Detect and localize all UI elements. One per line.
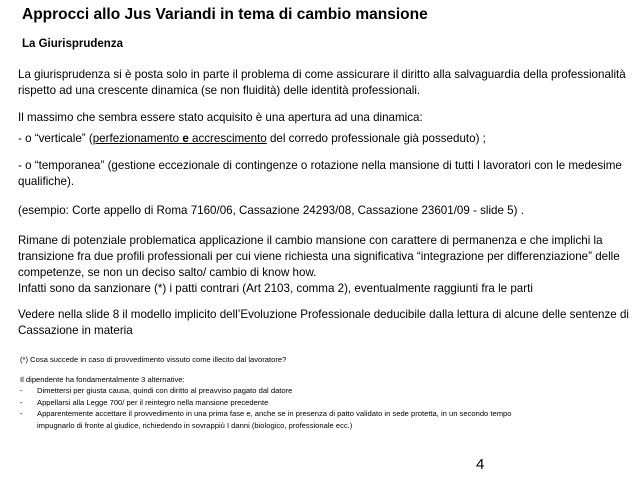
- p3-prefix: - o “verticale” (: [18, 132, 93, 145]
- footnote-bullet: -: [20, 409, 23, 419]
- paragraph-4: [18, 158, 630, 190]
- slide-subtitle: La Giurisprudenza: [22, 38, 123, 50]
- footnote-item: [20, 397, 632, 409]
- paragraph-8-text: Vedere nella slide 8 il modello implicito dell’Evoluzione Professionale deducibile dalla lettura di alcune delle sentenze di Cassazione in materia: [18, 308, 629, 337]
- paragraph-5: [18, 203, 630, 219]
- footnote-intro: Il dipendente ha fondamentalmente 3 alternative:: [20, 374, 185, 384]
- slide-title: Approcci allo Jus Variandi in tema di cambio mansione: [22, 6, 428, 23]
- paragraph-1-text: La giurisprudenza si è posta solo in parte il problema di come assicurare il diritto alla salvaguardia della professionalità rispetto ad una crescente dinamica (se non fluidità) delle identità professionali.: [18, 68, 626, 97]
- footnote-continuation: impugnarlo di fronte al giudice, richiedendo in sovrappiù I danni (biologico, professionale ecc.): [37, 420, 353, 430]
- page-number: 4: [476, 456, 485, 473]
- paragraph-7-text: Infatti sono da sanzionare (*) i patti contrari (Art 2103, comma 2), eventualmente raggiunti fra le parti: [18, 282, 533, 295]
- examples-text: (esempio: Corte appello di Roma 7160/06, Cassazione 24293/08, Cassazione 23601/09 - slide 5) .: [18, 204, 524, 217]
- paragraph-3: [18, 131, 630, 147]
- temporary-dynamic-item: - o “temporanea” (gestione eccezionale di contingenze o rotazione nella mansione di tutti I lavoratori con le medesime qualifiche).: [18, 159, 622, 188]
- paragraph-2: [18, 110, 630, 126]
- footnote-bullet: -: [20, 386, 23, 396]
- footnote-bullet: -: [20, 397, 23, 407]
- footnote-spacer: [20, 366, 632, 374]
- footnote-question: (*) Cosa succede in caso di provvedimento vissuto come illecito dal lavoratore?: [20, 355, 287, 364]
- vertical-dynamic-item: [18, 131, 630, 147]
- paragraph-1: [18, 67, 630, 99]
- p3-suffix: del corredo professionale già posseduto) ;: [266, 132, 486, 145]
- p3-underlined-1: perfezionamento: [92, 132, 183, 145]
- footnote-item: [20, 385, 632, 397]
- footnote: [20, 354, 632, 432]
- paragraph-8: [18, 307, 630, 339]
- paragraph-6: [18, 233, 630, 297]
- footnote-item-text: Apparentemente accettare il provvedimento in una prima fase e, anche se in presenza di patto validato in sede protetta, in un secondo tempo: [37, 409, 512, 419]
- paragraph-6-text: Rimane di potenziale problematica applicazione il cambio mansione con carattere di permanenza e che implichi la transizione fra due profili professionali per cui viene richiesta una significativa “integrazione per differenziazione” delle competenze, se non un deciso salto/ cambio di know how.: [18, 234, 620, 279]
- footnote-item: [20, 408, 632, 420]
- paragraph-2-text: Il massimo che sembra essere stato acquisito è una apertura ad una dinamica:: [18, 111, 423, 124]
- p3-underlined-3: accrescimento: [188, 132, 267, 145]
- p3-underlined-2: e: [182, 132, 189, 145]
- footnote-item-text: Dimettersi per giusta causa, quindi con diritto al preavviso pagato dal datore: [37, 386, 293, 396]
- footnote-item-text: Appellarsi alla Legge 700/ per il reintegro nella mansione precedente: [37, 397, 269, 407]
